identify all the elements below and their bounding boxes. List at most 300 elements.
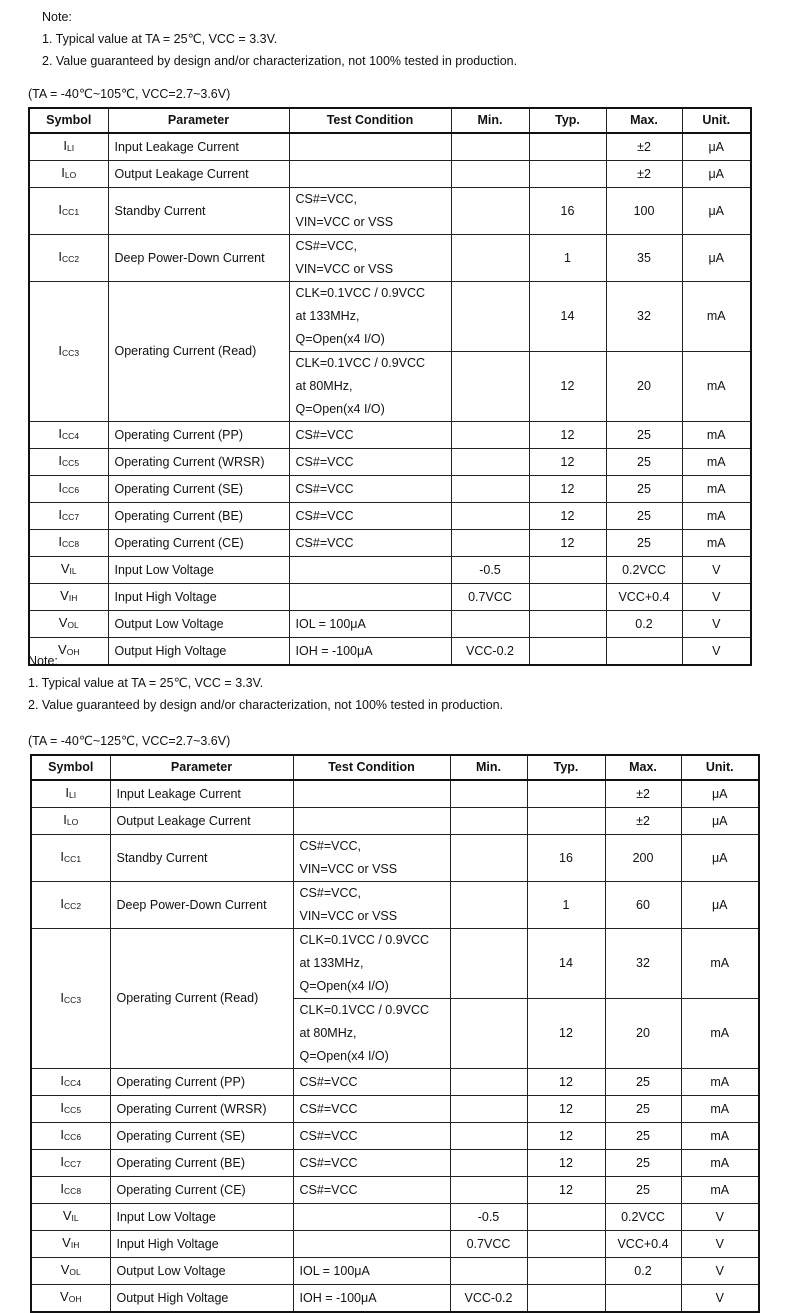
min-cell: -0.5 (450, 1204, 527, 1231)
table-header (29, 108, 751, 133)
symbol-cell (31, 1123, 110, 1150)
max-cell: 25 (606, 530, 682, 557)
symbol-letter: I (60, 896, 65, 911)
test-condition (300, 999, 444, 1068)
min-cell: VCC-0.2 (451, 638, 529, 666)
typ-cell: 12 (529, 503, 606, 530)
symbol-subscript: CC7 (64, 1159, 82, 1169)
unit-cell: μA (681, 835, 759, 882)
min-cell (451, 530, 529, 557)
unit-cell: μA (682, 161, 751, 188)
table-row (29, 161, 751, 188)
test-condition-cell (289, 352, 451, 422)
unit-cell: μA (681, 808, 759, 835)
test-condition-cell (293, 1258, 450, 1285)
symbol-cell (29, 422, 108, 449)
typ-cell (527, 1258, 605, 1285)
typ-cell (527, 1285, 605, 1313)
table-header (31, 755, 759, 780)
test-condition (296, 282, 445, 351)
table-row (29, 503, 751, 530)
symbol-cell (31, 1204, 110, 1231)
symbol-subscript: CC6 (64, 1132, 82, 1142)
max-cell: 25 (605, 1069, 681, 1096)
symbol-subscript: CC8 (64, 1186, 82, 1196)
typ-cell (529, 638, 606, 666)
unit-cell: mA (681, 1096, 759, 1123)
typ-cell: 16 (527, 835, 605, 882)
test-condition-cell (289, 449, 451, 476)
test-condition-line: CLK=0.1VCC / 0.9VCC (295, 356, 426, 370)
max-cell: 32 (606, 282, 682, 352)
test-condition-cell (289, 422, 451, 449)
test-condition-line: VIN=VCC or VSS (295, 262, 394, 276)
min-cell (451, 476, 529, 503)
typ-cell (527, 1231, 605, 1258)
test-condition-cell (289, 476, 451, 503)
min-cell (450, 780, 527, 808)
unit-cell: μA (682, 235, 751, 282)
min-cell (451, 422, 529, 449)
test-condition-cell (289, 188, 451, 235)
symbol-letter: V (58, 615, 68, 630)
min-cell (450, 1123, 527, 1150)
min-cell: -0.5 (451, 557, 529, 584)
max-cell: 25 (606, 503, 682, 530)
parameter-cell: Operating Current (BE) (110, 1150, 293, 1177)
unit-cell: V (681, 1231, 759, 1258)
typ-cell: 12 (529, 530, 606, 557)
min-cell (451, 352, 529, 422)
symbol-subscript: IH (70, 1240, 80, 1250)
max-cell (606, 638, 682, 666)
column-header: Test Condition (289, 108, 451, 133)
note-line-1: 1. Typical value at TA = 25℃, VCC = 3.3V. (28, 676, 264, 690)
symbol-cell (31, 882, 110, 929)
parameter-cell: Standby Current (108, 188, 289, 235)
symbol-letter: I (58, 202, 63, 217)
parameter-cell: Standby Current (110, 835, 293, 882)
note-title: Note: (28, 654, 58, 668)
typ-cell (529, 611, 606, 638)
test-condition-line: CLK=0.1VCC / 0.9VCC (295, 286, 426, 300)
symbol-cell (31, 1285, 110, 1313)
table-row (31, 1204, 759, 1231)
table-row (31, 1231, 759, 1258)
symbol-letter: I (60, 1181, 65, 1196)
parameter-cell: Operating Current (CE) (110, 1177, 293, 1204)
unit-cell: V (682, 638, 751, 666)
spec-table-1 (28, 107, 752, 666)
unit-cell: mA (681, 1123, 759, 1150)
symbol-letter: I (60, 1127, 65, 1142)
symbol-letter: I (60, 1154, 65, 1169)
unit-cell: mA (681, 1177, 759, 1204)
test-condition-line: CS#=VCC (299, 1155, 358, 1170)
max-cell: 25 (605, 1177, 681, 1204)
table-row (29, 133, 751, 161)
symbol-letter: I (58, 249, 63, 264)
min-cell: 0.7VCC (451, 584, 529, 611)
min-cell (450, 1150, 527, 1177)
typ-cell: 12 (529, 476, 606, 503)
max-cell: 20 (606, 352, 682, 422)
min-cell (450, 999, 527, 1069)
min-cell (450, 882, 527, 929)
test-condition-cell (293, 1285, 450, 1313)
parameter-cell: Operating Current (CE) (108, 530, 289, 557)
unit-cell: V (682, 611, 751, 638)
typ-cell: 1 (529, 235, 606, 282)
typ-cell (529, 161, 606, 188)
symbol-letter: V (60, 588, 69, 603)
test-condition (296, 505, 445, 528)
test-condition (296, 352, 445, 421)
table-row (31, 1150, 759, 1177)
test-condition-line: CS#=VCC, (295, 239, 357, 253)
note-line-2: 2. Value guaranteed by design and/or characterization, not 100% tested in production. (42, 54, 518, 68)
symbol-subscript: LO (64, 170, 77, 180)
table-row (29, 611, 751, 638)
min-cell (450, 1069, 527, 1096)
test-condition-line: CS#=VCC (295, 427, 354, 442)
test-condition-cell (289, 557, 451, 584)
unit-cell: μA (681, 780, 759, 808)
table-row (31, 1177, 759, 1204)
symbol-subscript: LI (67, 143, 75, 153)
symbol-subscript: CC5 (62, 458, 80, 468)
max-cell: VCC+0.4 (606, 584, 682, 611)
parameter-cell: Operating Current (PP) (108, 422, 289, 449)
symbol-cell (31, 1258, 110, 1285)
parameter-cell: Output Leakage Current (108, 161, 289, 188)
symbol-cell (31, 835, 110, 882)
column-header: Typ. (527, 755, 605, 780)
unit-cell: V (681, 1204, 759, 1231)
symbol-cell (31, 1096, 110, 1123)
parameter-cell: Operating Current (SE) (108, 476, 289, 503)
test-condition-line: at 80MHz, (299, 1026, 357, 1040)
symbol-subscript: OL (69, 1267, 81, 1277)
symbol-letter: I (63, 138, 68, 153)
note-line-2: 2. Value guaranteed by design and/or characterization, not 100% tested in production. (28, 698, 504, 712)
test-condition-line: IOH = -100μA (295, 643, 373, 658)
symbol-cell (29, 449, 108, 476)
test-condition-line: IOH = -100μA (299, 1290, 377, 1305)
symbol-cell (31, 1150, 110, 1177)
symbol-cell (29, 503, 108, 530)
table-row (31, 1069, 759, 1096)
parameter-cell: Operating Current (WRSR) (108, 449, 289, 476)
test-condition (296, 451, 445, 474)
symbol-letter: V (60, 1289, 69, 1304)
table-row (31, 1285, 759, 1313)
max-cell: 25 (605, 1123, 681, 1150)
symbol-letter: I (58, 507, 63, 522)
symbol-letter: I (63, 812, 67, 827)
max-cell: 25 (606, 449, 682, 476)
column-header: Unit. (682, 108, 751, 133)
spec-table-2 (30, 754, 760, 1313)
typ-cell: 12 (527, 1123, 605, 1150)
column-header: Parameter (110, 755, 293, 780)
test-condition-line: CS#=VCC (299, 1101, 358, 1116)
min-cell (451, 161, 529, 188)
note-line-1: 1. Typical value at TA = 25℃, VCC = 3.3V. (42, 32, 278, 46)
test-condition-line: Q=Open(x4 I/O) (295, 402, 385, 416)
test-condition-cell (293, 1177, 450, 1204)
note-block-2 (28, 650, 503, 716)
typ-cell: 14 (527, 929, 605, 999)
unit-cell: mA (682, 476, 751, 503)
column-header: Symbol (31, 755, 110, 780)
test-condition-cell (293, 929, 450, 999)
symbol-cell (29, 133, 108, 161)
min-cell (451, 503, 529, 530)
header-row (29, 108, 751, 133)
column-header: Typ. (529, 108, 606, 133)
typ-cell: 14 (529, 282, 606, 352)
test-condition-line: Q=Open(x4 I/O) (299, 1049, 389, 1063)
parameter-cell: Output High Voltage (110, 1285, 293, 1313)
symbol-letter: V (62, 1208, 72, 1223)
test-condition-cell (293, 1069, 450, 1096)
max-cell: 25 (606, 476, 682, 503)
test-condition-cell (293, 780, 450, 808)
min-cell (451, 235, 529, 282)
test-condition (300, 835, 444, 881)
max-cell: ±2 (606, 133, 682, 161)
unit-cell: μA (681, 882, 759, 929)
symbol-subscript: CC2 (62, 254, 80, 264)
unit-cell: μA (682, 133, 751, 161)
min-cell (450, 835, 527, 882)
parameter-cell: Operating Current (Read) (108, 282, 289, 422)
test-condition (296, 478, 445, 501)
typ-cell: 12 (529, 352, 606, 422)
table-row (31, 808, 759, 835)
symbol-letter: I (58, 480, 63, 495)
min-cell: VCC-0.2 (450, 1285, 527, 1313)
table-row (31, 1123, 759, 1150)
typ-cell (529, 133, 606, 161)
note-title: Note: (42, 10, 72, 24)
table-row (29, 235, 751, 282)
symbol-letter: I (60, 849, 65, 864)
symbol-letter: I (58, 534, 63, 549)
header-row (31, 755, 759, 780)
typ-cell: 12 (529, 422, 606, 449)
table-body (29, 133, 751, 665)
parameter-cell: Output Low Voltage (110, 1258, 293, 1285)
parameter-cell: Output High Voltage (108, 638, 289, 666)
symbol-letter: I (60, 1073, 65, 1088)
unit-cell: mA (682, 449, 751, 476)
symbol-letter: I (60, 989, 65, 1005)
parameter-cell: Deep Power-Down Current (110, 882, 293, 929)
symbol-subscript: CC3 (62, 347, 80, 358)
test-condition-line: CS#=VCC (299, 1074, 358, 1089)
column-header: Min. (451, 108, 529, 133)
symbol-subscript: OL (67, 620, 79, 630)
max-cell: 200 (605, 835, 681, 882)
symbol-subscript: OH (68, 1294, 82, 1304)
table-row (31, 929, 759, 999)
test-condition-cell (293, 999, 450, 1069)
condition-line-2: (TA = -40℃~125℃, VCC=2.7~3.6V) (28, 734, 231, 748)
symbol-letter: V (60, 561, 70, 576)
typ-cell: 16 (529, 188, 606, 235)
min-cell (451, 133, 529, 161)
symbol-cell (29, 530, 108, 557)
unit-cell: mA (682, 282, 751, 352)
parameter-cell: Operating Current (SE) (110, 1123, 293, 1150)
column-header: Parameter (108, 108, 289, 133)
typ-cell: 12 (527, 999, 605, 1069)
min-cell (450, 929, 527, 999)
symbol-cell (29, 584, 108, 611)
parameter-cell: Operating Current (WRSR) (110, 1096, 293, 1123)
test-condition-cell (289, 503, 451, 530)
unit-cell: V (681, 1285, 759, 1313)
symbol-subscript: CC7 (62, 512, 80, 522)
column-header: Max. (606, 108, 682, 133)
min-cell (451, 282, 529, 352)
symbol-cell (29, 476, 108, 503)
min-cell (450, 808, 527, 835)
test-condition-line: IOL = 100μA (295, 616, 366, 631)
table-row (29, 449, 751, 476)
symbol-letter: I (58, 426, 63, 441)
test-condition-line: CLK=0.1VCC / 0.9VCC (299, 933, 430, 947)
max-cell: VCC+0.4 (605, 1231, 681, 1258)
typ-cell: 1 (527, 882, 605, 929)
unit-cell: mA (681, 1150, 759, 1177)
typ-cell (527, 1204, 605, 1231)
test-condition (300, 1125, 444, 1148)
test-condition-line: CS#=VCC (299, 1128, 358, 1143)
test-condition-line: at 80MHz, (295, 379, 353, 393)
symbol-cell (29, 161, 108, 188)
test-condition-cell (293, 1096, 450, 1123)
test-condition (300, 1260, 444, 1283)
parameter-cell: Deep Power-Down Current (108, 235, 289, 282)
symbol-letter: I (65, 785, 70, 800)
symbol-letter: V (62, 1235, 71, 1250)
test-condition-cell (293, 1231, 450, 1258)
symbol-cell (29, 188, 108, 235)
table-row (29, 584, 751, 611)
test-condition-line: VIN=VCC or VSS (295, 215, 394, 229)
min-cell (450, 1258, 527, 1285)
typ-cell: 12 (527, 1096, 605, 1123)
unit-cell: mA (682, 530, 751, 557)
symbol-subscript: CC6 (62, 485, 80, 495)
min-cell (450, 1177, 527, 1204)
unit-cell: mA (681, 999, 759, 1069)
symbol-letter: V (60, 1262, 70, 1277)
symbol-subscript: OH (66, 647, 80, 657)
symbol-subscript: CC5 (64, 1105, 82, 1115)
parameter-cell: Input Low Voltage (108, 557, 289, 584)
max-cell: ±2 (605, 808, 681, 835)
unit-cell: μA (682, 188, 751, 235)
max-cell: 60 (605, 882, 681, 929)
test-condition-line: CS#=VCC (299, 1182, 358, 1197)
max-cell: 0.2VCC (605, 1204, 681, 1231)
test-condition-line: Q=Open(x4 I/O) (295, 332, 385, 346)
test-condition-cell (293, 808, 450, 835)
test-condition-line: VIN=VCC or VSS (299, 862, 398, 876)
symbol-letter: I (60, 1100, 65, 1115)
typ-cell (529, 584, 606, 611)
parameter-cell: Input High Voltage (108, 584, 289, 611)
test-condition-cell (293, 1123, 450, 1150)
test-condition (300, 1071, 444, 1094)
test-condition (296, 188, 445, 234)
unit-cell: V (682, 557, 751, 584)
typ-cell (529, 557, 606, 584)
table-row (29, 476, 751, 503)
unit-cell: mA (681, 929, 759, 999)
symbol-cell (31, 808, 110, 835)
test-condition-line: CS#=VCC, (299, 886, 361, 900)
test-condition-cell (293, 835, 450, 882)
symbol-subscript: CC4 (62, 431, 80, 441)
parameter-cell: Output Leakage Current (110, 808, 293, 835)
test-condition (300, 1179, 444, 1202)
test-condition-line: at 133MHz, (299, 956, 364, 970)
test-condition (296, 613, 445, 636)
parameter-cell: Operating Current (BE) (108, 503, 289, 530)
parameter-cell: Input Leakage Current (108, 133, 289, 161)
parameter-cell: Input Leakage Current (110, 780, 293, 808)
test-condition-cell (289, 282, 451, 352)
test-condition (296, 532, 445, 555)
test-condition-line: IOL = 100μA (299, 1263, 370, 1278)
test-condition-line: CS#=VCC (295, 508, 354, 523)
table-row (29, 530, 751, 557)
symbol-subscript: CC3 (64, 994, 82, 1005)
typ-cell: 12 (527, 1150, 605, 1177)
unit-cell: V (682, 584, 751, 611)
typ-cell (527, 780, 605, 808)
test-condition-line: CS#=VCC (295, 535, 354, 550)
typ-cell: 12 (527, 1177, 605, 1204)
symbol-cell (29, 611, 108, 638)
max-cell (605, 1285, 681, 1313)
test-condition (296, 235, 445, 281)
max-cell: 25 (606, 422, 682, 449)
test-condition-line: at 133MHz, (295, 309, 360, 323)
max-cell: 25 (605, 1096, 681, 1123)
min-cell (450, 1096, 527, 1123)
condition-line-1: (TA = -40℃~105℃, VCC=2.7~3.6V) (28, 87, 231, 101)
max-cell: 0.2 (605, 1258, 681, 1285)
table-body (31, 780, 759, 1312)
unit-cell: mA (682, 503, 751, 530)
test-condition-cell (289, 611, 451, 638)
table-row (29, 282, 751, 352)
parameter-cell: Input High Voltage (110, 1231, 293, 1258)
symbol-subscript: IL (69, 566, 77, 576)
symbol-cell (31, 1231, 110, 1258)
parameter-cell: Operating Current (Read) (110, 929, 293, 1069)
min-cell: 0.7VCC (450, 1231, 527, 1258)
note-block-1 (42, 6, 517, 72)
parameter-cell: Operating Current (PP) (110, 1069, 293, 1096)
symbol-subscript: IH (68, 593, 78, 603)
